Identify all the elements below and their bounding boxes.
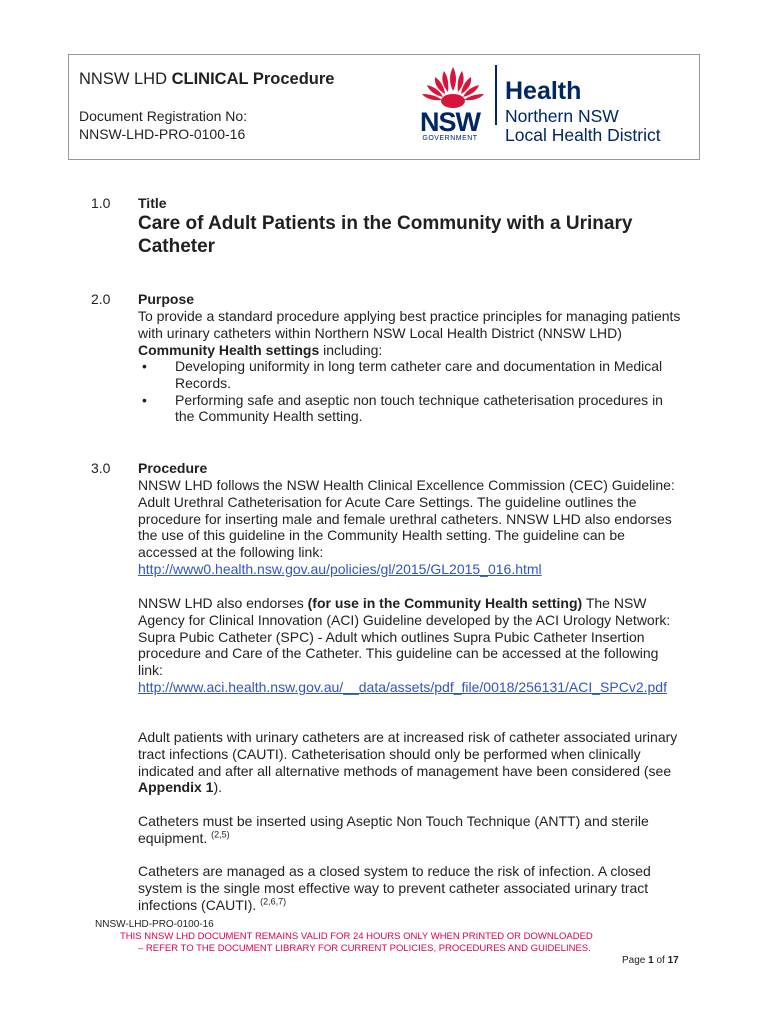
footer-warning-line2: – REFER TO THE DOCUMENT LIBRARY FOR CURRENT POLICIES, PROCEDURES AND GUIDELINES. — [138, 943, 591, 954]
appendix-reference: Appendix 1 — [138, 779, 214, 796]
procedure-p2-tail: The NSW Agency for Clinical Innovation (ACI) Guideline developed by the ACI Urology Network: Supra Pubic Catheter (SPC) - Adult which outlines Supra Pubic Catheter Insertion procedure and Care of the Catheter. This guideline can be accessed at the following link: — [138, 595, 671, 679]
logo-divider — [495, 65, 497, 125]
reference-superscript: (2,5) — [211, 829, 230, 840]
section-1-label: Title — [138, 195, 167, 211]
logo-district-line2: Local Health District — [505, 125, 661, 145]
header-title-bold: CLINICAL Procedure — [171, 70, 335, 88]
reference-superscript: (2,6,7) — [260, 895, 287, 906]
footer-document-code: NNSW-LHD-PRO-0100-16 — [95, 919, 214, 930]
procedure-p2-bold: (for use in the Community Health setting) — [307, 595, 583, 611]
bullet-text: Performing safe and aseptic non touch technique catheterisation procedures in the Community Health setting. — [175, 391, 663, 425]
list-item — [138, 392, 686, 426]
procedure-paragraph-5 — [138, 863, 686, 913]
procedure-p5-text: Catheters are managed as a closed system to reduce the risk of infection. A closed system is the single most effective way to prevent catheter associated urinary tract infections (CAUTI). — [138, 863, 651, 913]
section-2-number: 2.0 — [91, 291, 111, 307]
logo-health-label: Health — [505, 77, 582, 105]
procedure-p4-text: Catheters must be inserted using Aseptic Non Touch Technique (ANTT) and sterile equipment. — [138, 813, 649, 846]
procedure-paragraph-3 — [138, 729, 686, 796]
document-title: Care of Adult Patients in the Community with a Urinary Catheter — [138, 213, 633, 257]
government-label: GOVERNMENT — [422, 135, 478, 142]
page-total: 17 — [667, 955, 679, 966]
page-of: of — [653, 955, 668, 966]
header-title-plain: NNSW LHD — [79, 70, 172, 88]
section-1-number: 1.0 — [91, 195, 111, 211]
bullet-text: Developing uniformity in long term catheter care and documentation in Medical Records. — [175, 358, 663, 391]
document-header — [68, 54, 700, 160]
procedure-p3-text: Adult patients with urinary catheters are at increased risk of catheter associated urinary tract infections (CAUTI). Catheterisation should only be performed when clinically indicated and after all alternative methods of management have been considered (see — [138, 729, 678, 779]
footer-warning-line1: THIS NNSW LHD DOCUMENT REMAINS VALID FOR 24 HOURS ONLY WHEN PRINTED OR DOWNLOADED — [120, 931, 593, 942]
aci-guideline-link[interactable]: http://www.aci.health.nsw.gov.au/__data/assets/pdf_file/0018/256131/ACI_SPCv2.pdf — [138, 678, 667, 695]
waratah-logo-icon — [414, 63, 492, 113]
registration-label: Document Registration No: — [79, 108, 248, 124]
purpose-intro-text: To provide a standard procedure applying best practice principles for managing patients with urinary catheters within Northern NSW Local Health District (NNSW LHD) — [138, 308, 681, 341]
nsw-wordmark: NSW — [420, 107, 480, 137]
procedure-paragraph-1 — [138, 477, 686, 578]
page-number — [622, 955, 679, 966]
list-item — [138, 358, 686, 392]
cec-guideline-link[interactable]: http://www0.health.nsw.gov.au/policies/gl/2015/GL2015_016.html — [138, 560, 542, 577]
section-3-number: 3.0 — [91, 460, 111, 476]
logo-district-label — [505, 107, 661, 145]
purpose-intro — [138, 308, 686, 358]
registration-block — [79, 107, 247, 143]
procedure-p1-text: NNSW LHD follows the NSW Health Clinical Excellence Commission (CEC) Guideline: Adult Urethral Catheterisation for Acute Care Settings. The guideline outlines the procedure for inserting male and female urethral catheters. NNSW LHD also endorses the use of this guideline in the Community Health setting. The guideline can be accessed at the following link: — [138, 477, 675, 561]
purpose-intro-bold: Community Health settings — [138, 341, 320, 358]
section-2-label: Purpose — [138, 291, 195, 307]
registration-number: NNSW-LHD-PRO-0100-16 — [79, 126, 246, 142]
procedure-p2-text: NNSW LHD also endorses — [138, 595, 308, 611]
page-current: 1 — [648, 955, 654, 966]
logo-district-line1: Northern NSW — [505, 106, 619, 126]
section-3-label: Procedure — [138, 460, 208, 476]
procedure-paragraph-4 — [138, 813, 686, 847]
bullet-icon: • — [142, 358, 147, 374]
procedure-p3-tail: ). — [213, 779, 223, 796]
footer-validity-warning — [120, 931, 660, 955]
procedure-paragraph-2 — [138, 595, 686, 696]
header-title — [79, 70, 334, 89]
page-label: Page — [622, 955, 649, 966]
purpose-intro-tail: including: — [319, 341, 383, 358]
purpose-bullet-list — [138, 358, 686, 425]
bullet-icon: • — [142, 391, 147, 408]
